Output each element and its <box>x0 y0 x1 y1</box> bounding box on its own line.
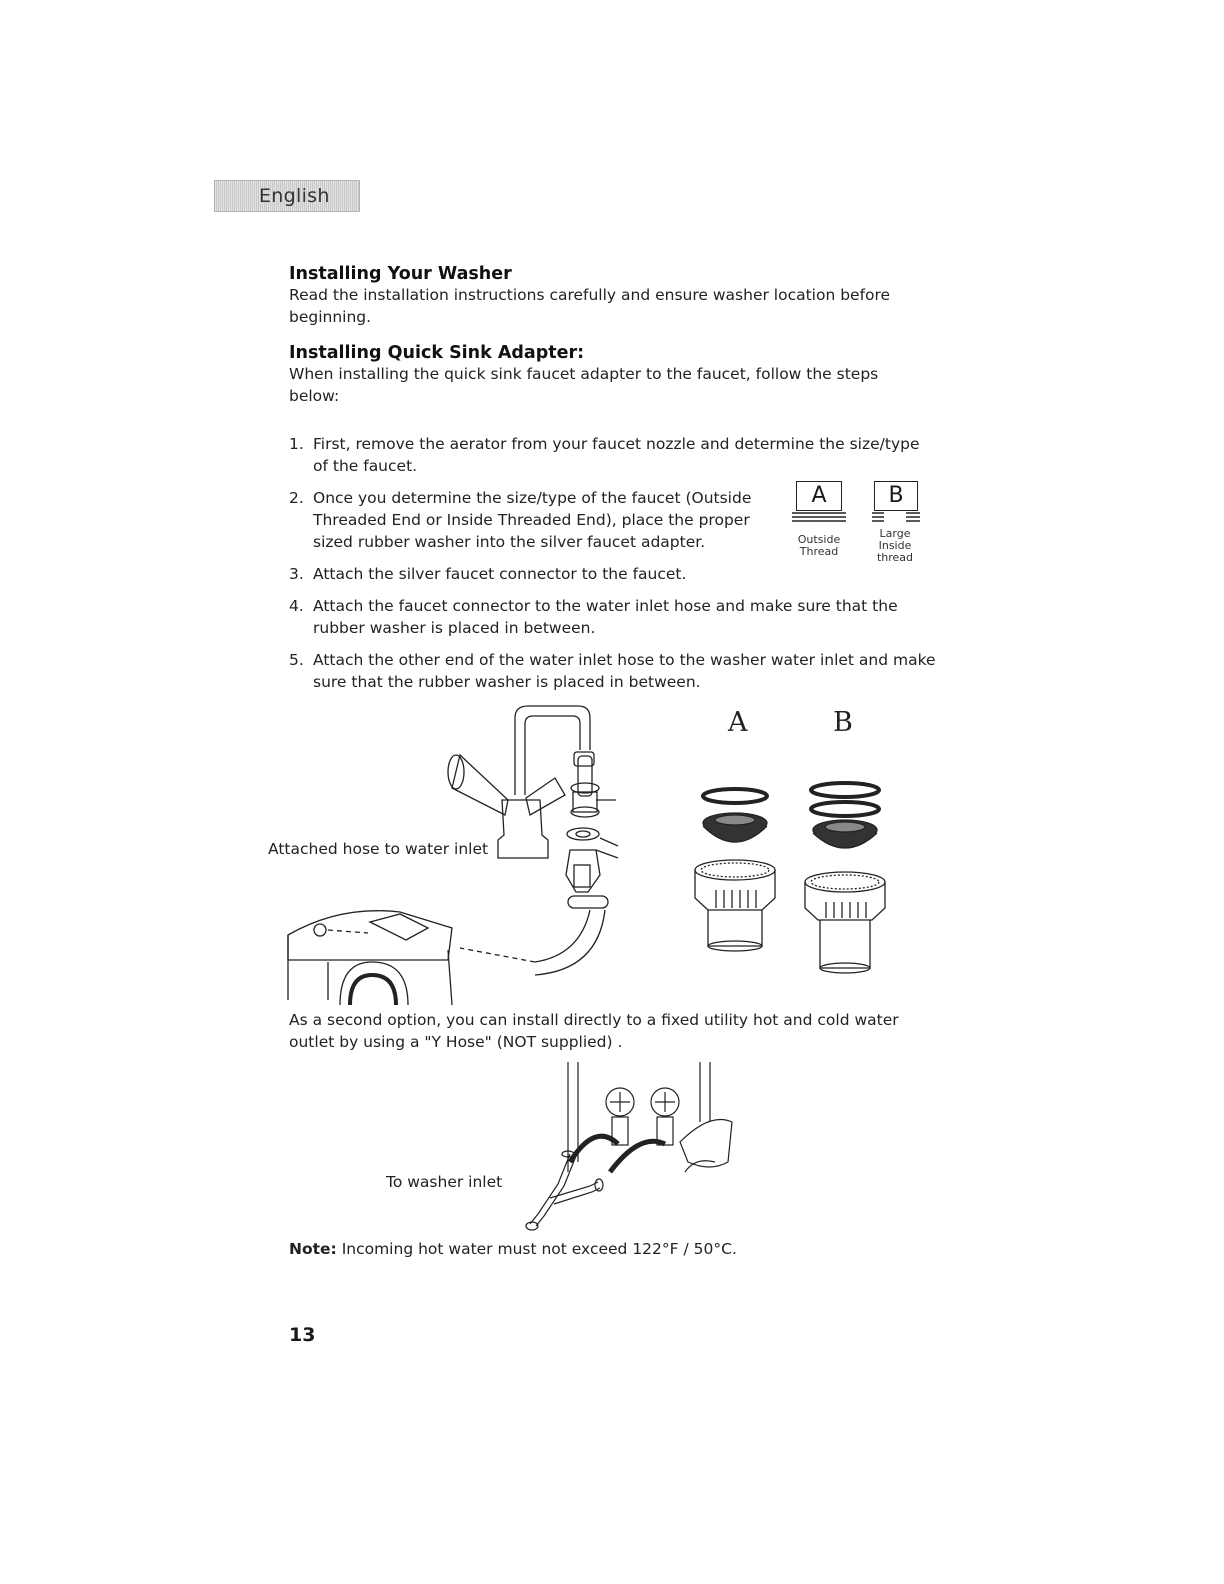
language-label: English <box>259 185 330 207</box>
step-text: Attach the faucet connector to the water inlet hose and make sure that the rubber washer is placed in between. <box>313 597 898 637</box>
outside-thread-label <box>790 534 848 558</box>
inside-thread-label-line3: thread <box>876 551 914 564</box>
section-installing-washer <box>289 264 909 328</box>
inside-thread-label <box>866 528 924 564</box>
section-body-installing-washer: Read the installation instructions carefully and ensure washer location before beginning. <box>289 286 891 326</box>
outside-thread-icon <box>790 511 850 525</box>
note-text: Incoming hot water must not exceed 122°F / 50°C. <box>341 1240 737 1258</box>
step-number: 1. <box>289 435 304 453</box>
note-label: Note: <box>289 1240 337 1258</box>
list-item <box>289 563 939 585</box>
figure1-label-b: B <box>833 707 853 738</box>
language-tab <box>214 180 360 212</box>
section-intro-quick-sink-adapter: When installing the quick sink faucet adapter to the faucet, follow the steps below: <box>289 365 879 405</box>
thread-icon-b <box>868 481 924 525</box>
figure1-caption: Attached hose to water inlet <box>268 840 489 858</box>
list-item <box>289 433 939 477</box>
outside-thread-label-line1: Outside <box>797 533 841 546</box>
step-text: Once you determine the size/type of the faucet (Outside Threaded End or Inside Threaded End), place the proper sized rubber washer into the silver faucet adapter. <box>313 489 752 551</box>
step-number: 3. <box>289 565 304 583</box>
page-number: 13 <box>289 1324 316 1346</box>
step-text: Attach the silver faucet connector to the faucet. <box>313 565 687 583</box>
step-number: 5. <box>289 651 304 669</box>
figure2-caption: To washer inlet <box>386 1173 503 1191</box>
thread-icon-a-letter: A <box>796 481 842 511</box>
step-number: 4. <box>289 597 304 615</box>
section-title-quick-sink-adapter: Installing Quick Sink Adapter: <box>289 343 585 363</box>
section-quick-sink-adapter <box>289 343 899 407</box>
list-item <box>289 595 939 639</box>
step-text: Attach the other end of the water inlet hose to the washer water inlet and make sure that the rubber washer is placed in between. <box>313 651 936 691</box>
steps-list <box>289 433 939 703</box>
step-text: First, remove the aerator from your faucet nozzle and determine the size/type of the faucet. <box>313 435 920 475</box>
note <box>289 1240 737 1258</box>
step-number: 2. <box>289 489 304 507</box>
adapter-parts-illustration <box>680 778 910 978</box>
y-hose-illustration <box>510 1062 730 1242</box>
inside-thread-icon <box>868 511 924 525</box>
second-option-text: As a second option, you can install directly to a fixed utility hot and cold water outlet by using a "Y Hose" (NOT supplied) . <box>289 1011 899 1051</box>
thread-icon-a <box>790 481 850 521</box>
section-title-installing-washer: Installing Your Washer <box>289 264 512 284</box>
inside-thread-label-line2: Inside <box>878 539 912 552</box>
inside-thread-label-line1: Large <box>879 527 911 540</box>
list-item <box>289 487 759 553</box>
outside-thread-label-line2: Thread <box>799 545 839 558</box>
faucet-washer-illustration <box>280 700 640 1020</box>
figure1-label-a: A <box>728 707 748 738</box>
list-item <box>289 649 939 693</box>
thread-icon-b-letter: B <box>874 481 918 511</box>
